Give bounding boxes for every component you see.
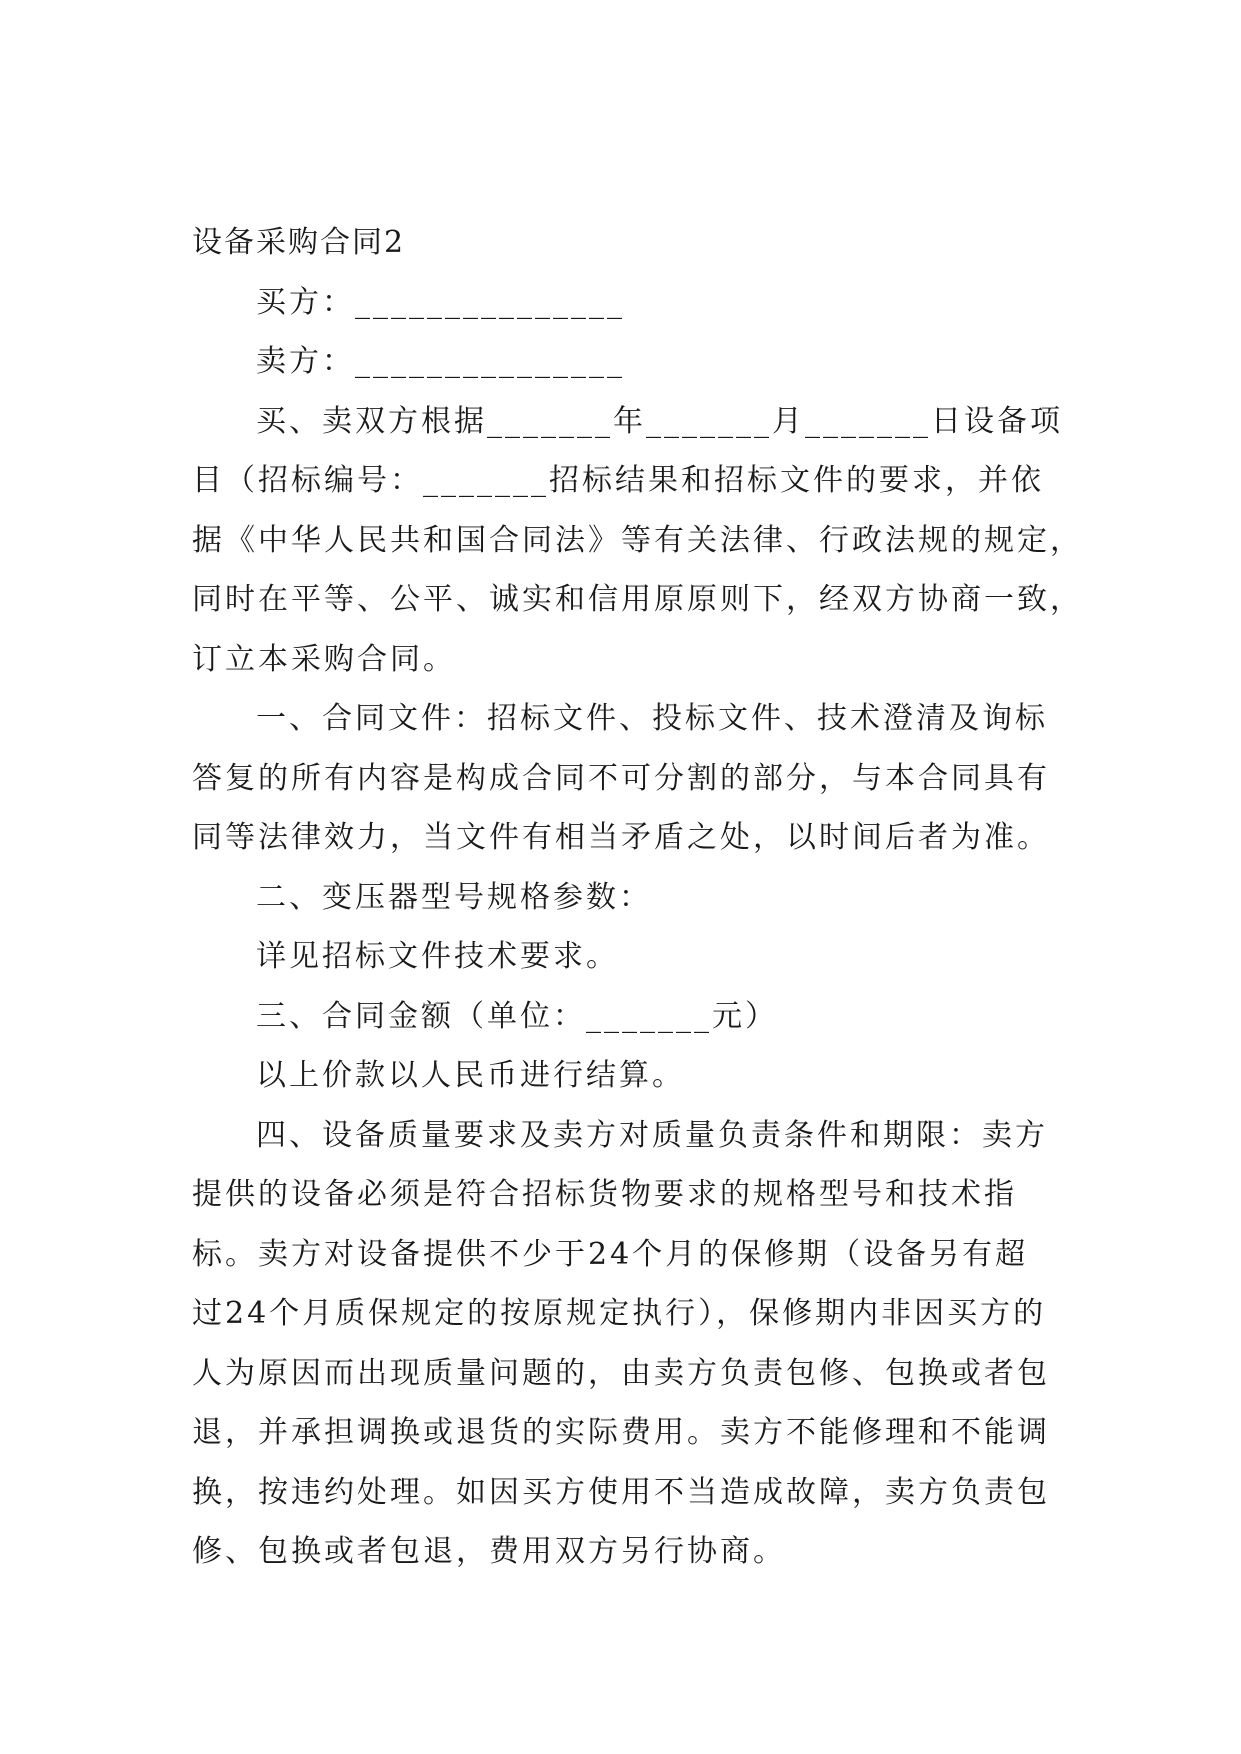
clause-2-detail-line: 详见招标文件技术要求。: [256, 939, 619, 974]
clause-4-line: 四、设备质量要求及卖方对质量负责条件和期限：卖方: [256, 1117, 1048, 1153]
clause-4-line: 退，并承担调换或退货的实际费用。卖方不能修理和不能调: [192, 1415, 1050, 1450]
clause-1-line: 同等法律效力，当文件有相当矛盾之处，以时间后者为准。: [192, 820, 1050, 855]
clause-4-line: 标。卖方对设备提供不少于24个月的保修期（设备另有超: [192, 1236, 1029, 1272]
clause-4-line: 提供的设备必须是符合招标货物要求的规格型号和技术指: [192, 1177, 1017, 1212]
clause-3-line: 三、合同金额（单位：_______元）: [256, 998, 778, 1034]
clause-1-line: 一、合同文件：招标文件、投标文件、技术澄清及询标: [256, 701, 1048, 736]
document-title: 设备采购合同2: [192, 225, 406, 260]
clause-2-line: 二、变压器型号规格参数：: [256, 879, 652, 915]
preamble-line: 据《中华人民共和国合同法》等有关法律、行政法规的规定，: [192, 522, 1083, 558]
clause-3-detail-line: 以上价款以人民币进行结算。: [256, 1058, 685, 1093]
preamble-line: 同时在平等、公平、诚实和信用原原则下，经双方协商一致，: [192, 582, 1083, 617]
clause-4-line: 人为原因而出现质量问题的，由卖方负责包修、包换或者包: [192, 1355, 1050, 1391]
clause-4-line: 过24个月质保规定的按原规定执行），保修期内非因买方的: [192, 1296, 1047, 1331]
clause-4-line: 修、包换或者包退，费用双方另行协商。: [192, 1534, 786, 1569]
preamble-line: 目（招标编号：_______招标结果和招标文件的要求，并依: [192, 463, 1044, 498]
preamble-line: 订立本采购合同。: [192, 641, 456, 677]
preamble-line: 买、卖双方根据_______年_______月_______日设备项: [256, 403, 1063, 439]
seller-line: 卖方：_______________: [256, 344, 625, 379]
document-body: [192, 213, 1083, 1582]
clause-4-line: 换，按违约处理。如因买方使用不当造成故障，卖方负责包: [192, 1474, 1050, 1510]
clause-1-line: 答复的所有内容是构成合同不可分割的部分，与本合同具有: [192, 760, 1050, 796]
buyer-line: 买方：_______________: [256, 284, 625, 320]
